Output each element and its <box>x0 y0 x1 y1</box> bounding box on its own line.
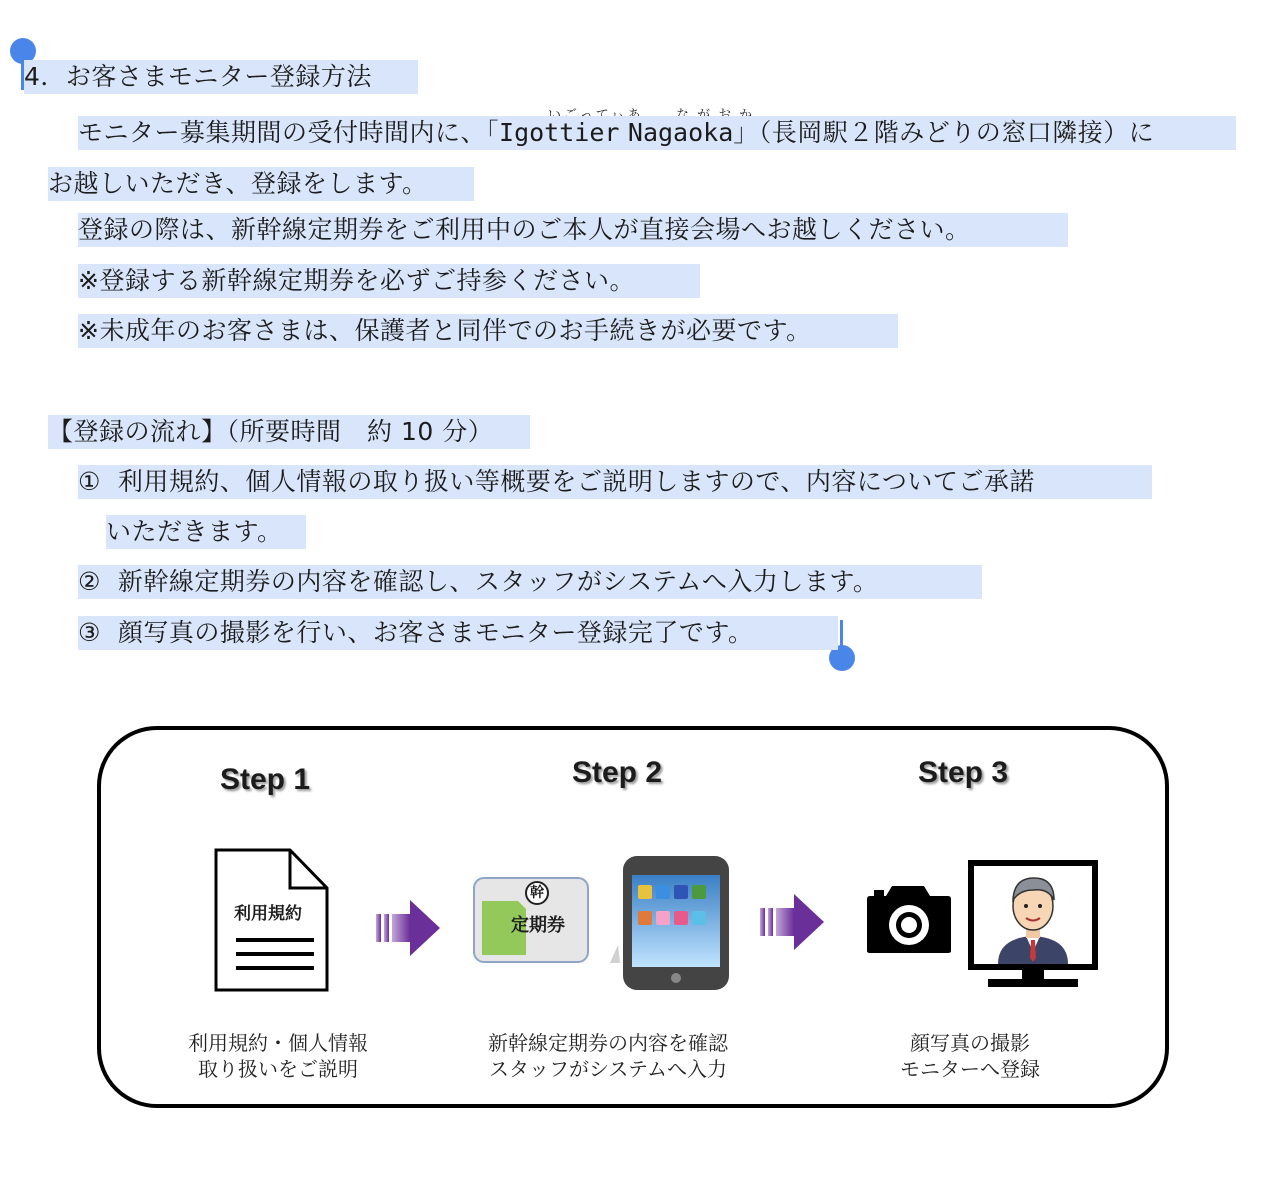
flow-heading <box>48 415 530 449</box>
flow-step-3-text: 顔写真の撮影を行い、お客さまモニター登録完了です。 <box>117 618 754 647</box>
flow-step-2-num: ② <box>78 567 101 596</box>
step-2-caption <box>478 1030 738 1082</box>
venue-name-b: Nagaoka <box>627 118 734 147</box>
commuter-pass-mark: 幹 <box>530 885 544 901</box>
venue-name-a: Igottier <box>499 118 620 147</box>
paragraph-1-start: モニター募集期間の受付時間内に、「 <box>78 118 500 147</box>
flow-step-1-cont <box>106 515 306 549</box>
flow-step-1-num: ① <box>78 467 101 496</box>
monitor-icon <box>968 860 1100 990</box>
flow-step-3-num: ③ <box>78 618 101 647</box>
flow-step-1 <box>78 465 1152 499</box>
flow-step-1-text: 利用規約、個人情報の取り扱い等概要をご説明しますので、内容についてご承諾 <box>117 467 1035 496</box>
paragraph-line-2 <box>78 213 1068 247</box>
step-1-title: Step 1 <box>220 763 311 796</box>
camera-icon <box>866 882 952 954</box>
section-title <box>24 60 418 94</box>
paragraph-line-1-cont <box>48 167 474 201</box>
arrow-right-icon-2 <box>758 892 826 952</box>
flow-step-2-text: 新幹線定期券の内容を確認し、スタッフがシステムへ入力します。 <box>117 567 879 596</box>
paragraph-1-cont-text: お越しいただき、登録をします。 <box>48 169 428 198</box>
paragraph-line-3 <box>78 264 700 298</box>
commuter-pass-label: 定期券 <box>511 915 565 936</box>
arrow-right-icon <box>374 898 442 958</box>
step-3-title: Step 3 <box>918 756 1009 789</box>
step-1-caption-line-2: 取り扱いをご説明 <box>198 1057 358 1081</box>
step-1-caption-line-1: 利用規約・個人情報 <box>188 1031 368 1055</box>
step-2-caption-line-2: スタッフがシステムへ入力 <box>489 1057 727 1081</box>
step-3-caption-line-1: 顔写真の撮影 <box>910 1031 1030 1055</box>
flow-step-2 <box>78 565 982 599</box>
paragraph-3-text: ※登録する新幹線定期券を必ずご持参ください。 <box>78 266 635 295</box>
flow-step-1-cont-text: いただきます。 <box>106 517 283 546</box>
terms-document-label: 利用規約 <box>234 904 302 924</box>
paragraph-4-text: ※未成年のお客さまは、保護者と同伴でのお手続きが必要です。 <box>78 316 812 345</box>
flow-step-3 <box>78 616 838 650</box>
step-1-caption <box>178 1030 378 1082</box>
section-title-text: 4．お客さまモニター登録方法 <box>24 62 372 91</box>
step-2-title: Step 2 <box>572 756 663 789</box>
paragraph-line-1 <box>78 116 1236 150</box>
step-3-caption <box>880 1030 1060 1082</box>
paragraph-1-end: 」（長岡駅２階みどりの窓口隣接）に <box>733 118 1155 147</box>
paragraph-2-text: 登録の際は、新幹線定期券をご利用中のご本人が直接会場へお越しください。 <box>78 215 971 244</box>
paragraph-line-4 <box>78 314 898 348</box>
step-2-caption-line-1: 新幹線定期券の内容を確認 <box>488 1031 728 1055</box>
tablet-icon <box>622 855 730 991</box>
step-3-caption-line-2: モニターへ登録 <box>900 1057 1040 1081</box>
flow-heading-text: 【登録の流れ】（所要時間 約 10 分） <box>48 417 494 446</box>
